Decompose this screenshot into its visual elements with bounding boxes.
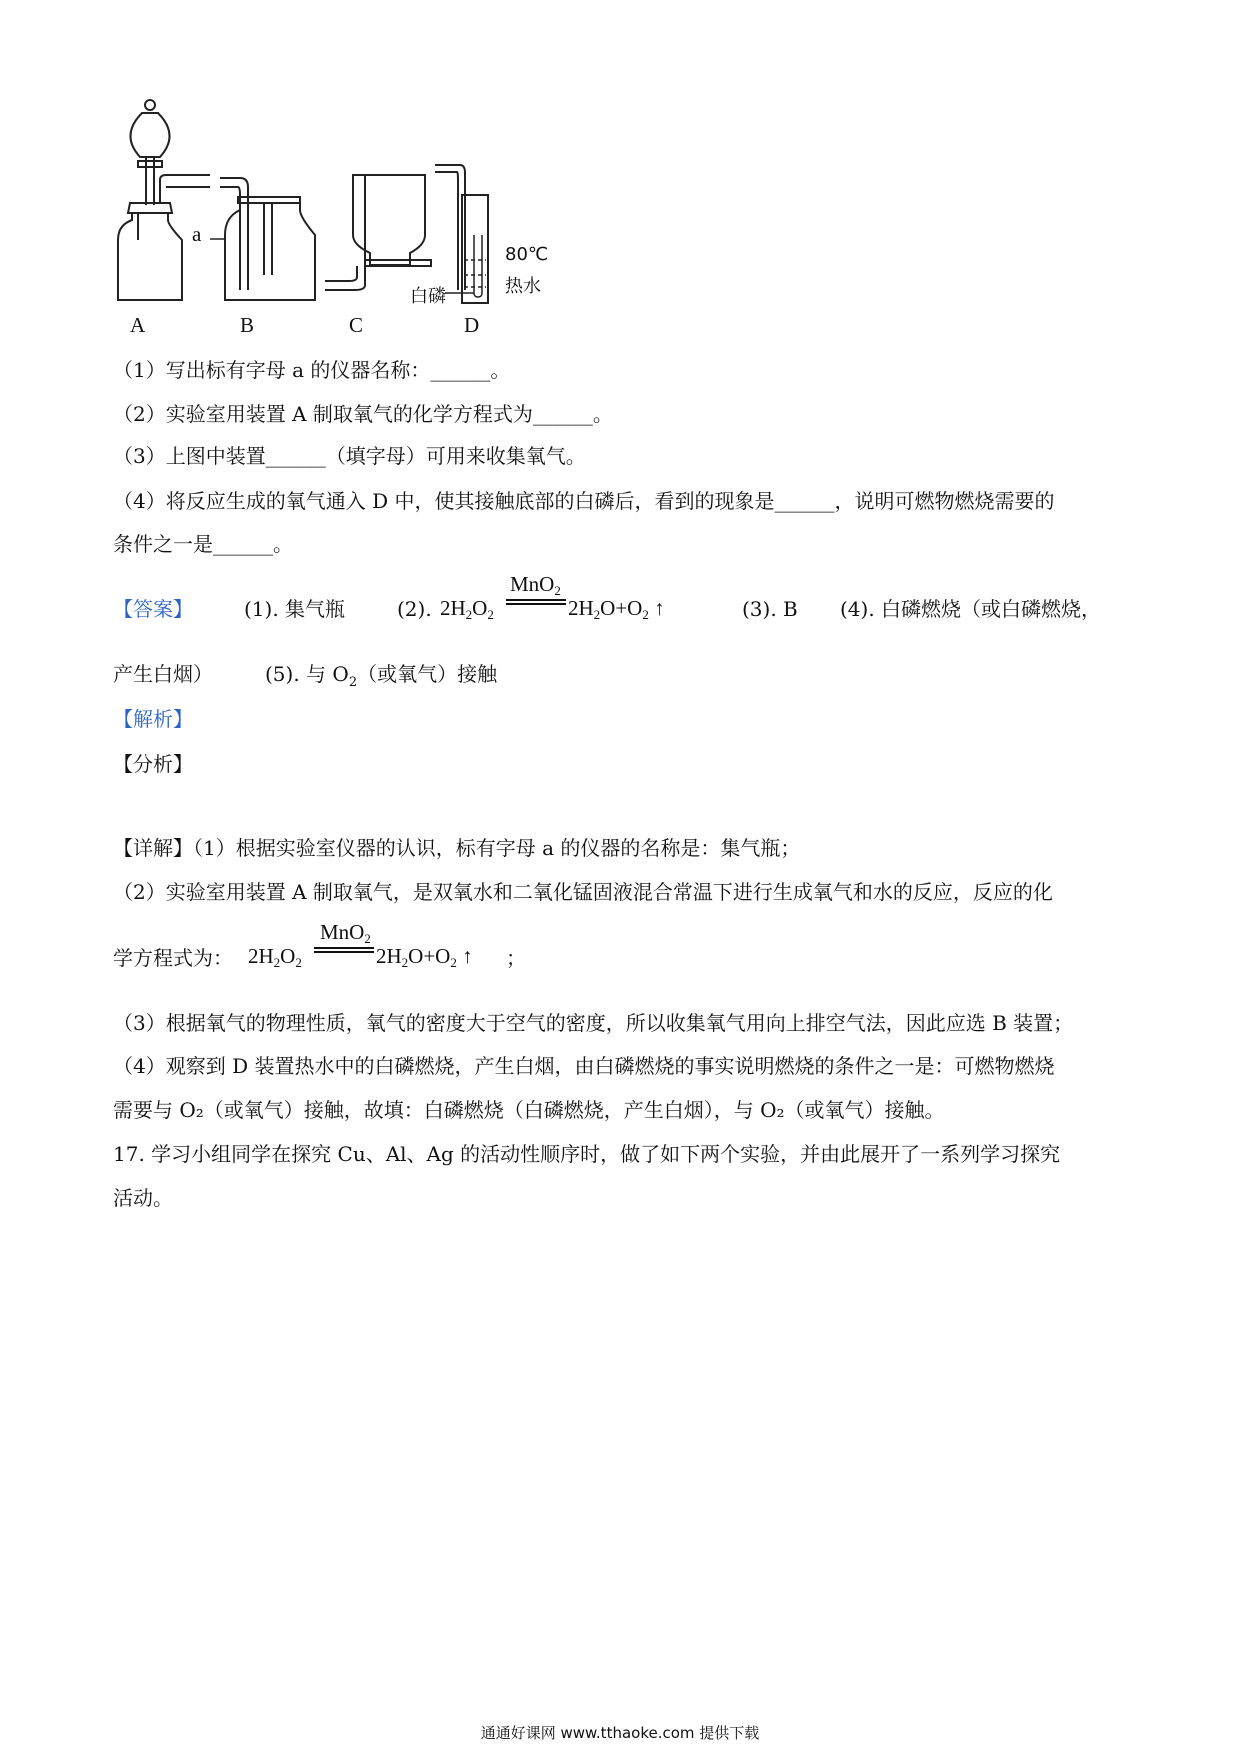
analysis-fenxi-tag: 【分析】 [113, 752, 193, 776]
detail-1: 【详解】（1）根据实验室仪器的认识，标有字母 a 的仪器的名称是：集气瓶； [113, 836, 801, 860]
answer-4: (4). 白磷燃烧（或白磷燃烧， [840, 597, 1102, 621]
equation-left: $2H_2O_2$ [440, 596, 494, 622]
question-17-line-2: 活动。 [113, 1186, 173, 1210]
d-water-label: 热水 [505, 276, 541, 297]
detail-2-end: ； [506, 946, 526, 970]
b-pointer-label: a [192, 222, 202, 246]
detail-2-prefix: 学方程式为： [113, 946, 233, 970]
label-a: A [130, 313, 146, 337]
label-d: D [464, 313, 480, 337]
d-phosphorus-label: 白磷 [410, 286, 446, 307]
answer-3: (3). B [742, 597, 798, 621]
answer-1: (1). 集气瓶 [244, 597, 346, 621]
answer-5: (5). 与 $O_2$（或氧气）接触 [265, 662, 498, 690]
detail-equation: MnO$_2$ $2H_2O_2$ $2H_2O+O_2$ ↑ [248, 920, 473, 970]
answer-4-continued: 产生白烟） [113, 662, 213, 686]
footer-source: 通通好课网 www.tthaoke.com 提供下载 [480, 1724, 760, 1742]
equation-right: $2H_2O+O_2$ ↑ [568, 596, 665, 622]
question-3: （3）上图中装置______（填字母）可用来收集氧气。 [113, 444, 586, 468]
apparatus-a [118, 100, 210, 300]
apparatus-b [210, 178, 315, 300]
answer-tag: 【答案】 [113, 597, 193, 621]
question-17-line-1: 17. 学习小组同学在探究 Cu、Al、Ag 的活动性顺序时，做了如下两个实验，并由此展开了一系列学习探究 [113, 1142, 1061, 1166]
question-1: （1）写出标有字母 a 的仪器名称：______。 [113, 358, 511, 382]
label-c: C [349, 313, 364, 337]
apparatus-c [325, 175, 431, 290]
question-2: （2）实验室用装置 A 制取氧气的化学方程式为______。 [113, 402, 613, 426]
d-temperature-label: 80℃ [505, 244, 549, 265]
question-4-line-2: 条件之一是______。 [113, 532, 293, 556]
answer-equation [440, 572, 710, 628]
detail-3: （3）根据氧气的物理性质，氧气的密度大于空气的密度，所以收集氧气用向上排空气法，因此应选 B 装置； [113, 1011, 1074, 1035]
detail-4-line-2: 需要与 O₂（或氧气）接触，故填：白磷燃烧（白磷燃烧，产生白烟），与 O₂（或氧气）接触。 [113, 1098, 945, 1122]
analysis-tag: 【解析】 [113, 707, 193, 731]
label-b: B [240, 313, 255, 337]
detail-2-line-1: （2）实验室用装置 A 制取氧气，是双氧水和二氧化锰固液混合常温下进行生成氧气和水的反应，反应的化 [113, 880, 1053, 904]
apparatus-figure [110, 95, 630, 345]
answer-2-prefix: (2). [397, 597, 432, 621]
detail-4-line-1: （4）观察到 D 装置热水中的白磷燃烧，产生白烟，由白磷燃烧的事实说明燃烧的条件之一是：可燃物燃烧 [113, 1054, 1055, 1078]
question-4-line-1: （4）将反应生成的氧气通入 D 中，使其接触底部的白磷后，看到的现象是______，说明可燃物燃烧需要的 [113, 489, 1055, 513]
equation-catalyst: MnO$_2$ [510, 572, 561, 598]
